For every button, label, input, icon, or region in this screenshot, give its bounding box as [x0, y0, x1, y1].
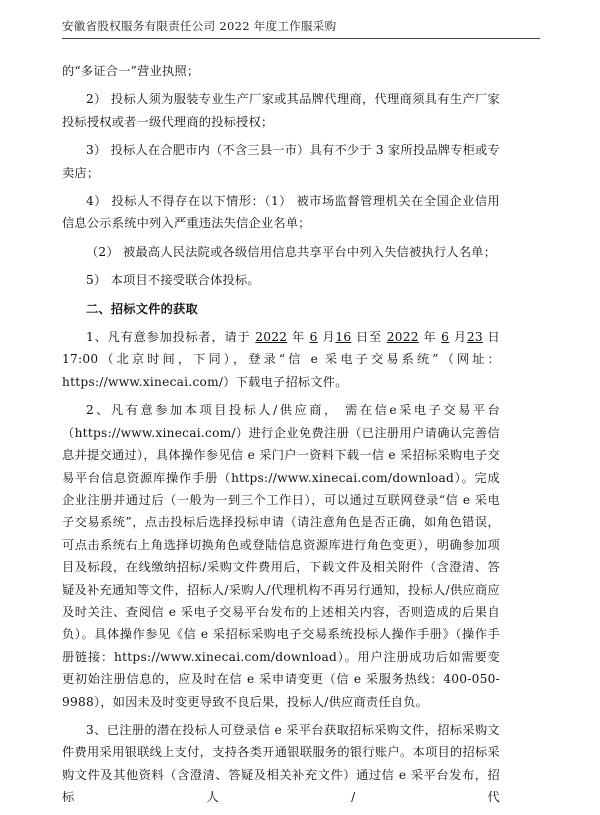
paragraph-requirement-5: 5） 本项目不接受联合体投标。 — [86, 273, 260, 288]
item1-rizhi: 日至 — [351, 330, 387, 345]
paragraph-item-2: 2、凡有意参加本项目投标人/供应商， 需在信e采电子交易平台（https://www.xinecai.com/）进行企业免费注册（已注册用户请确认完善信息并提交通过），具体操作参见信 e 采门户一资料下载一信 e 采招标采购电子交易平台信息资源库操作手册（https://www.xinecai.com/download）。完成企业注册并通过后（一般为一到三个工作日），可以通过互联网登录“信 e 采电子交易系统”，点击投标后选择投标申请（请注意角色是否正确，如角色错误，可点击系统右上角选择切换角色或登陆信息资源库进行角色变更），明确参加项目及标段，在线缴纳招标/采购文件费用后，下载文件及相关附件（含澄清、答疑及补充通知等文件，招标人/采购人/代理机构不再另行通知，投标人/供应商应及时关注、查阅信 e 采电子交易平台发布的上述相关内容，否则造成的后果自负）。具体操作参见《信 e 采招标采购电子交易系统投标人操作手册》（操作手册链接：https://www.xinecai.com/download）。用户注册成功后如需要变更初始注册信息的，应及时在信 e 采申请变更（信 e 采服务热线：400-050-9988），如因未及时变更导致不良后果，投标人/供应商责任自负。 — [62, 403, 500, 709]
paragraph-requirement-4b: （2） 被最高人民法院或各级信用信息共享平台中列入失信被执行人名单； — [86, 244, 497, 259]
end-month: 6 — [441, 330, 450, 345]
item1-suffix: 日 17:00（北京时间，下同），登录“信 e 采电子交易系统”（网址：https://www.xinecai.com/）下载电子招标文件。 — [62, 330, 500, 389]
end-year: 2022 — [386, 330, 419, 345]
paragraph-requirement-2: 2） 投标人须为服装专业生产厂家或其品牌代理商，代理商须具有生产厂家投标授权或者一级代理商的投标授权； — [62, 92, 500, 129]
paragraph-requirement-4: 4） 投标人不得存在以下情形：（1） 被市场监督管理机关在全国企业信用信息公示系统中列入严重违法失信企业名单； — [62, 194, 500, 231]
header-rule — [62, 38, 540, 39]
item1-yue2: 月 — [449, 330, 467, 345]
end-day: 23 — [466, 330, 483, 345]
start-year: 2022 — [255, 330, 288, 345]
start-month: 6 — [309, 330, 318, 345]
item1-nian1: 年 — [287, 330, 310, 345]
document-body — [62, 60, 500, 815]
paragraph-license: 的“多证合一”营业执照； — [62, 64, 200, 78]
page-header: 安徽省股权服务有限责任公司 2022 年度工作服采购 — [62, 19, 337, 33]
item1-prefix: 1、凡有意参加投标者，请于 — [86, 330, 256, 345]
paragraph-item-1 — [62, 326, 500, 393]
paragraph-item-3: 3、已注册的潜在投标人可登录信 e 采平台获取招标采购文件，招标采购文件费用采用银联线上支付，支持各类开通银联服务的银行账户。本项目的招标采购文件及其他资料（含澄清、答疑及相关补充文件）通过信 e 采平台发布，招标人/代 — [62, 722, 500, 805]
paragraph-requirement-3: 3） 投标人在合肥市内（不含三县一市）具有不少于 3 家所投品牌专柜或专卖店； — [62, 143, 500, 180]
section-heading: 二、招标文件的获取 — [86, 301, 198, 316]
start-day: 16 — [335, 330, 352, 345]
item1-nian2: 年 — [418, 330, 442, 345]
item1-yue1: 月 — [317, 330, 336, 345]
